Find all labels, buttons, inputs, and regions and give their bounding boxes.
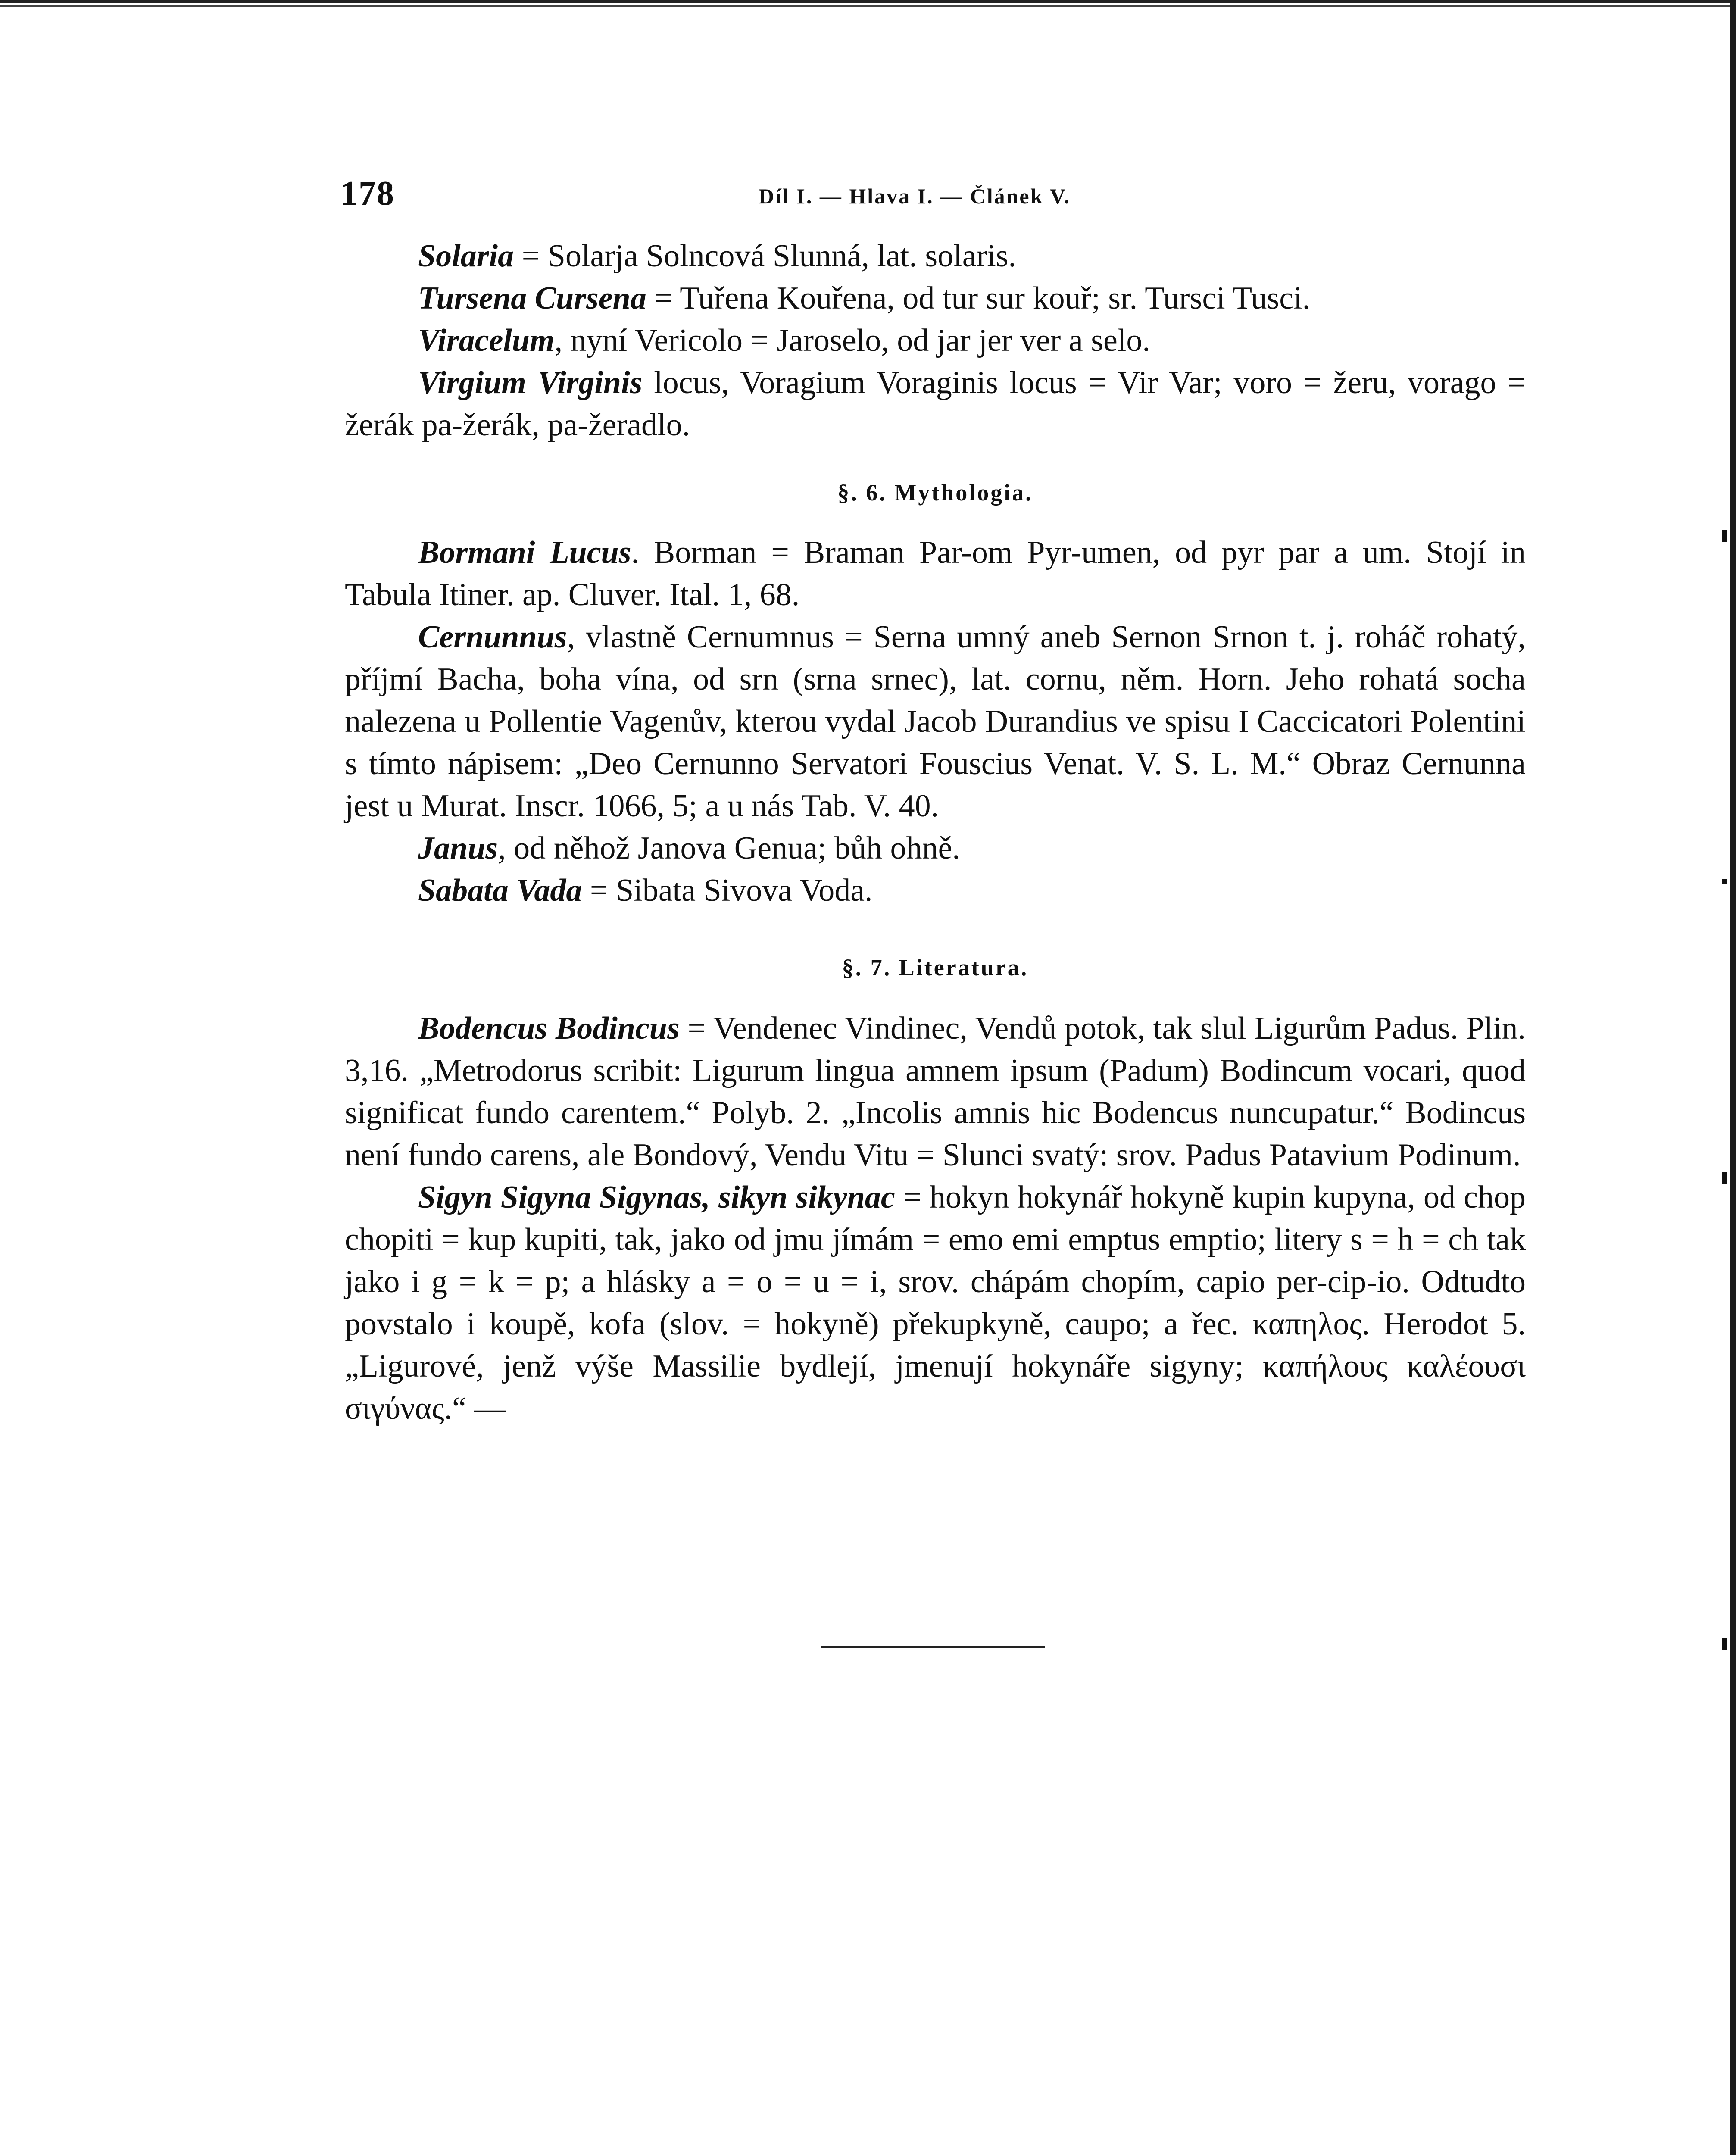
entry-paragraph: [345, 869, 1526, 912]
entry-lemma: Sabata Vada: [418, 873, 582, 908]
edge-mark: [1722, 530, 1727, 542]
entry-lemma: Bormani Lucus: [418, 535, 631, 570]
top-border-rule: [0, 0, 1736, 12]
entry-text: = hokyn hokynář hokyně kupin kupyna, od chop chopiti = kup kupiti, tak, jako od jmu jímám = emo emi emptus emptio; litery s = h = ch tak jako i g = k = p; a hlásky a = o = u = i, srov. chápám chopím, capio per-cip-io. Odtudto povstalo i koupě, kofa (slov. = hokyně) překupkyně, caupo; a řec. καπηλος. Herodot 5. „Ligurové, jenž výše Massilie bydlejí, jmenují hokynáře sigyny; καπήλους καλέουσι σιγύνας.“ —: [345, 1180, 1526, 1426]
entry-paragraph: [345, 277, 1526, 319]
entry-text: = Sibata Sivova Voda.: [582, 873, 873, 908]
edge-mark: [1722, 879, 1727, 884]
entry-text: , od něhož Janova Genua; bůh ohně.: [498, 831, 960, 866]
entry-lemma: Tursena Cursena: [418, 281, 646, 316]
running-head: Díl I. — Hlava I. — Článek V.: [759, 184, 1071, 208]
entry-lemma: Bodencus Bodincus: [418, 1011, 680, 1046]
entry-text: locus, Voragium Voraginis locus = Vir Var; voro = žeru, vorago = žerák pa-žerák, pa-žeradlo.: [345, 365, 1526, 443]
entry-text: . Borman = Braman Par-om Pyr-umen, od pyr par a um. Stojí in Tabula Itiner. ap. Cluver. Ital. 1, 68.: [345, 535, 1526, 612]
entry-paragraph: [345, 616, 1526, 827]
right-page-edge: [1730, 0, 1736, 2155]
entry-lemma: Virgium Virginis: [418, 365, 643, 400]
page-number: 178: [340, 175, 395, 212]
entry-paragraph: [345, 319, 1526, 362]
page-header: [340, 174, 1202, 222]
entry-text: = Solarja Solncová Slunná, lat. solaris.: [514, 238, 1017, 274]
entry-paragraph: [345, 531, 1526, 616]
entry-lemma: Janus: [418, 831, 498, 866]
entry-paragraph: [345, 827, 1526, 869]
entry-text: = Tuřena Kouřena, od tur sur kouř; sr. Tursci Tusci.: [646, 281, 1311, 316]
entry-lemma: Viracelum: [418, 323, 555, 358]
edge-mark: [1722, 1172, 1727, 1184]
end-rule: [821, 1646, 1045, 1648]
section-heading-literatura: §. 7. Literatura.: [842, 955, 1029, 981]
page-body: [345, 235, 1526, 1430]
entry-text: , vlastně Cernumnus = Serna umný aneb Sernon Srnon t. j. roháč rohatý, příjmí Bacha, boha vína, od srn (srna srnec), lat. cornu, něm. Horn. Jeho rohatá socha nalezena u Pollentie Vagenův, kterou vydal Jacob Durandius ve spisu I Caccicatori Polentini s tímto nápisem: „Deo Cernunno Servatori Fouscius Venat. V. S. L. M.“ Obraz Cernunna jest u Murat. Inscr. 1066, 5; a u nás Tab. V. 40.: [345, 619, 1526, 824]
entry-paragraph: [345, 362, 1526, 446]
entry-text: , nyní Vericolo = Jaroselo, od jar jer ver a selo.: [554, 323, 1150, 358]
entry-paragraph: [345, 1007, 1526, 1176]
edge-mark: [1722, 1638, 1727, 1650]
entry-paragraph: [345, 235, 1526, 277]
entry-paragraph: [345, 1176, 1526, 1430]
entry-text: = Vendenec Vindinec, Vendů potok, tak slul Ligurům Padus. Plin. 3,16. „Metrodorus scribit: Ligurum lingua amnem ipsum (Padum) Bodincum vocari, quod significat fundo carentem.“ Polyb. 2. „Incolis amnis hic Bodencus nuncupatur.“ Bodincus není fundo carens, ale Bondový, Vendu Vitu = Slunci svatý: srov. Padus Patavium Podinum.: [345, 1011, 1526, 1173]
entry-lemma: Cernunnus: [418, 619, 567, 655]
entry-lemma: Sigyn Sigyna Sigynas, sikyn sikynac: [418, 1180, 895, 1215]
section-heading-mythologia: §. 6. Mythologia.: [837, 480, 1033, 506]
entry-lemma: Solaria: [418, 238, 514, 274]
